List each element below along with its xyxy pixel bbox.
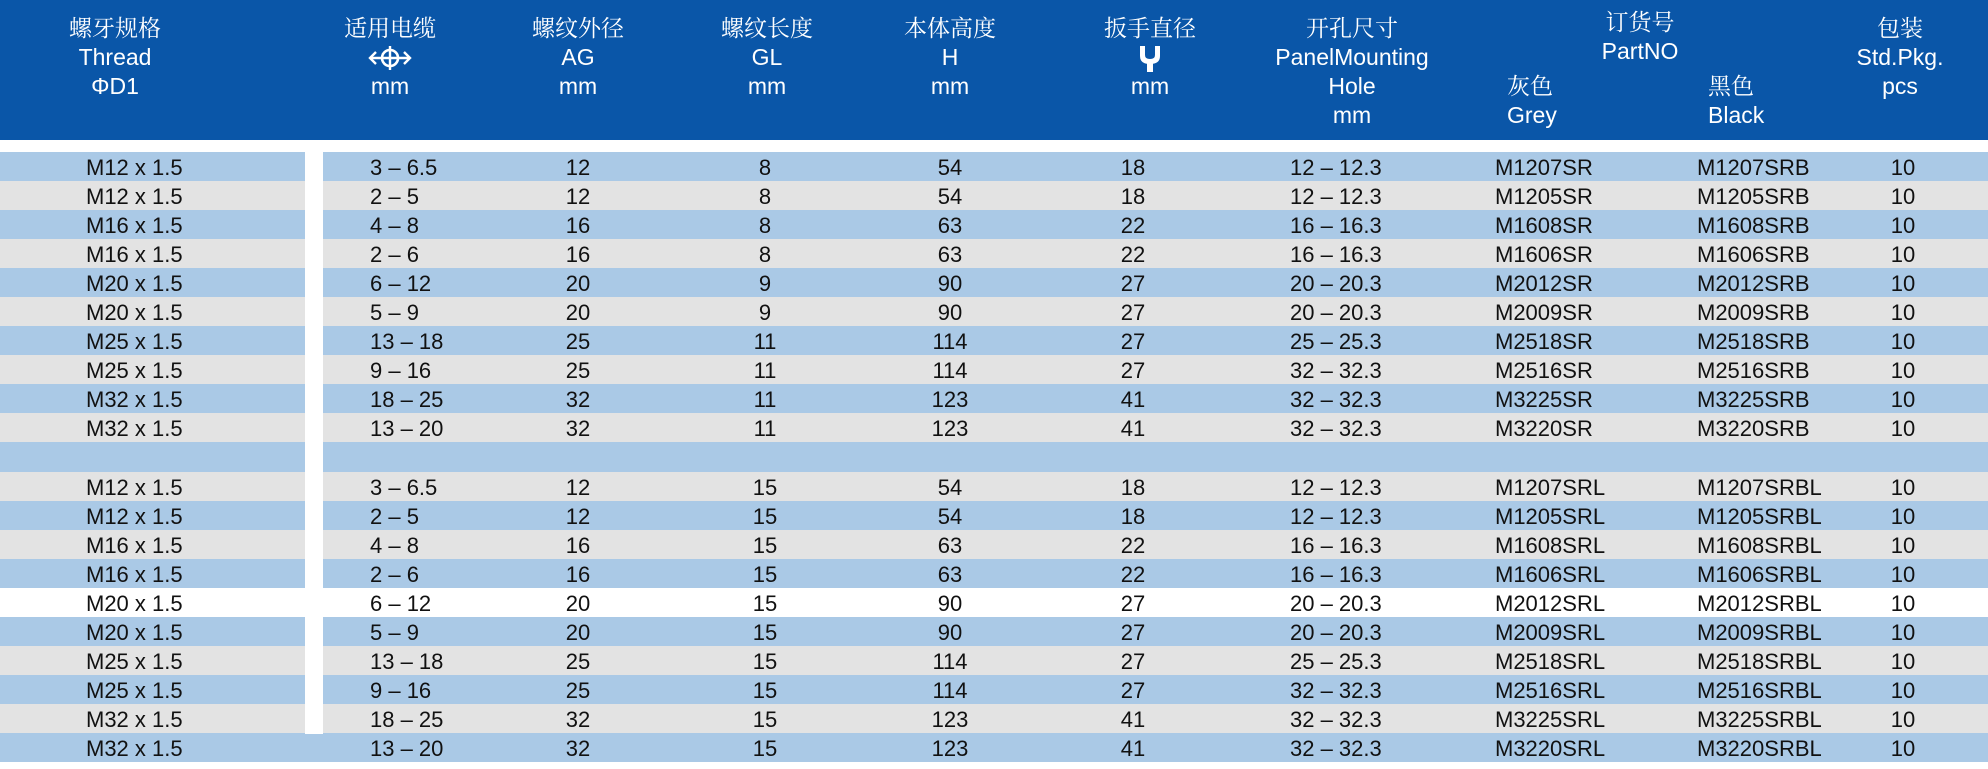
cell-black: M2516SRB <box>1697 358 1810 384</box>
header-gap <box>0 140 1988 150</box>
cell-cable: 9 – 16 <box>370 358 432 384</box>
header-pkg-en: Std.Pkg. <box>1856 44 1944 70</box>
cell-sw: 27 <box>1120 329 1146 355</box>
cell-hole: 25 – 25.3 <box>1290 329 1382 355</box>
cell-ag: 25 <box>565 677 591 703</box>
header-partno <box>1580 8 1700 66</box>
cell-ag: 20 <box>565 300 591 326</box>
cell-grey: M1608SRL <box>1495 532 1606 558</box>
cell-grey: M1608SR <box>1495 213 1593 239</box>
cell-black: M2518SRB <box>1697 329 1810 355</box>
cell-ag: 16 <box>565 242 591 268</box>
cell-cable: 3 – 6.5 <box>370 474 438 500</box>
cell-thread: M32 x 1.5 <box>86 706 183 732</box>
cell-sw: 22 <box>1120 213 1146 239</box>
cell-cable: 2 – 5 <box>370 184 419 210</box>
header-thread <box>60 14 170 101</box>
cell-gl: 15 <box>752 735 778 761</box>
cell-pcs: 10 <box>1890 416 1916 442</box>
cell-hole: 12 – 12.3 <box>1290 184 1382 210</box>
table-row <box>0 501 1988 530</box>
cell-black: M1207SRBL <box>1697 474 1822 500</box>
table-row <box>0 210 1988 239</box>
cell-black: M3220SRB <box>1697 416 1810 442</box>
header-pkg-unit: pcs <box>1882 73 1918 99</box>
header-ag <box>516 14 640 101</box>
cell-ag: 16 <box>565 213 591 239</box>
cell-grey: M3220SRL <box>1495 735 1606 761</box>
cell-cable: 2 – 6 <box>370 561 419 587</box>
cell-black: M3220SRBL <box>1697 735 1822 761</box>
header-thread-symbol: ΦD1 <box>91 73 139 99</box>
header-gl-unit: mm <box>747 73 787 99</box>
cell-ag: 16 <box>565 532 591 558</box>
cell-cable: 4 – 8 <box>370 532 419 558</box>
cell-h: 63 <box>937 213 963 239</box>
cell-h: 90 <box>937 619 963 645</box>
cell-gl: 15 <box>752 561 778 587</box>
cell-pcs: 10 <box>1890 155 1916 180</box>
cell-grey: M2009SRL <box>1495 619 1606 645</box>
table-row <box>0 559 1988 588</box>
cell-gl: 8 <box>758 155 772 180</box>
cell-black: M2012SRBL <box>1697 590 1822 616</box>
cell-pcs: 10 <box>1890 329 1916 355</box>
cell-h: 54 <box>937 155 963 180</box>
cell-pcs: 10 <box>1890 590 1916 616</box>
header-grey-cn: 灰色 <box>1507 73 1553 99</box>
wrench-icon <box>1135 44 1165 72</box>
header-partno-cn: 订货号 <box>1605 9 1675 35</box>
cell-cable: 5 – 9 <box>370 619 419 645</box>
cell-hole: 20 – 20.3 <box>1290 300 1382 326</box>
cell-hole: 16 – 16.3 <box>1290 242 1382 268</box>
cell-black: M1205SRBL <box>1697 503 1822 529</box>
table-row <box>0 733 1988 762</box>
cell-h: 90 <box>937 300 963 326</box>
cell-hole: 20 – 20.3 <box>1290 590 1382 616</box>
header-thread-cn: 螺牙规格 <box>69 15 161 41</box>
cell-pcs: 10 <box>1890 474 1916 500</box>
header-cable-unit: mm <box>370 73 410 99</box>
cell-grey: M2012SRL <box>1495 590 1606 616</box>
header-wrench-unit: mm <box>1130 73 1170 99</box>
cell-gl: 9 <box>758 271 772 297</box>
header-hole-unit: mm <box>1332 102 1372 128</box>
header-black-cn: 黑色 <box>1708 73 1754 99</box>
cell-ag: 25 <box>565 358 591 384</box>
cell-pcs: 10 <box>1890 271 1916 297</box>
cell-sw: 41 <box>1120 735 1146 761</box>
cell-thread: M25 x 1.5 <box>86 648 183 674</box>
cell-sw: 27 <box>1120 677 1146 703</box>
cell-sw: 41 <box>1120 706 1146 732</box>
cell-h: 123 <box>931 735 969 761</box>
cell-grey: M3225SRL <box>1495 706 1606 732</box>
cell-cable: 18 – 25 <box>370 387 444 413</box>
cell-thread: M16 x 1.5 <box>86 213 183 239</box>
table-row <box>0 152 1988 181</box>
header-hole-en2: Hole <box>1328 73 1376 99</box>
cell-thread: M20 x 1.5 <box>86 619 183 645</box>
table-row <box>0 384 1988 413</box>
cell-pcs: 10 <box>1890 184 1916 210</box>
cell-hole: 32 – 32.3 <box>1290 706 1382 732</box>
cell-thread: M25 x 1.5 <box>86 358 183 384</box>
cell-sw: 18 <box>1120 474 1146 500</box>
cell-hole: 32 – 32.3 <box>1290 735 1382 761</box>
cell-h: 123 <box>931 387 969 413</box>
cell-pcs: 10 <box>1890 561 1916 587</box>
header-h-cn: 本体高度 <box>904 15 996 41</box>
header-hole-cn: 开孔尺寸 <box>1306 15 1398 41</box>
cell-grey: M2516SRL <box>1495 677 1606 703</box>
cell-thread: M20 x 1.5 <box>86 590 183 616</box>
cell-gl: 15 <box>752 677 778 703</box>
cell-black: M1608SRB <box>1697 213 1810 239</box>
cell-h: 114 <box>932 358 968 384</box>
cell-hole: 16 – 16.3 <box>1290 532 1382 558</box>
cell-thread: M16 x 1.5 <box>86 532 183 558</box>
cell-hole: 12 – 12.3 <box>1290 474 1382 500</box>
header-grey-en: Grey <box>1507 102 1557 128</box>
cell-gl: 11 <box>753 358 777 384</box>
cell-h: 123 <box>931 706 969 732</box>
cell-sw: 22 <box>1120 242 1146 268</box>
cell-hole: 32 – 32.3 <box>1290 416 1382 442</box>
cell-sw: 27 <box>1120 271 1146 297</box>
table-row <box>0 326 1988 355</box>
cell-sw: 18 <box>1120 155 1146 180</box>
cell-black: M2009SRB <box>1697 300 1810 326</box>
cell-ag: 20 <box>565 271 591 297</box>
cell-pcs: 10 <box>1890 532 1916 558</box>
header-ag-unit: mm <box>558 73 598 99</box>
header-hole <box>1262 14 1442 130</box>
cell-h: 54 <box>937 184 963 210</box>
cell-grey: M2012SR <box>1495 271 1593 297</box>
cell-black: M1207SRB <box>1697 155 1810 180</box>
cell-pcs: 10 <box>1890 358 1916 384</box>
cell-h: 114 <box>932 648 968 674</box>
cell-grey: M1606SRL <box>1495 561 1606 587</box>
cell-ag: 20 <box>565 619 591 645</box>
cell-grey: M1205SR <box>1495 184 1593 210</box>
header-ag-cn: 螺纹外径 <box>532 15 624 41</box>
cell-cable: 6 – 12 <box>370 271 432 297</box>
cell-grey: M1207SR <box>1495 155 1593 180</box>
table-row <box>0 646 1988 675</box>
cell-ag: 32 <box>565 706 591 732</box>
cell-cable: 3 – 6.5 <box>370 155 438 180</box>
cell-thread: M32 x 1.5 <box>86 387 183 413</box>
header-h <box>888 14 1012 101</box>
cell-sw: 27 <box>1120 619 1146 645</box>
cell-hole: 32 – 32.3 <box>1290 358 1382 384</box>
cell-hole: 32 – 32.3 <box>1290 387 1382 413</box>
cell-gl: 8 <box>758 213 772 239</box>
table-row <box>0 239 1988 268</box>
cell-thread: M20 x 1.5 <box>86 300 183 326</box>
cell-cable: 13 – 20 <box>370 735 444 761</box>
cell-h: 63 <box>937 242 963 268</box>
header-grey <box>1507 72 1557 130</box>
cell-ag: 25 <box>565 648 591 674</box>
cell-gl: 8 <box>758 184 772 210</box>
cable-range-icon <box>368 44 412 72</box>
cell-thread: M25 x 1.5 <box>86 329 183 355</box>
cell-ag: 12 <box>565 184 591 210</box>
cell-black: M1606SRBL <box>1697 561 1822 587</box>
cell-hole: 20 – 20.3 <box>1290 271 1382 297</box>
cell-cable: 9 – 16 <box>370 677 432 703</box>
cell-thread: M16 x 1.5 <box>86 561 183 587</box>
cell-pcs: 10 <box>1890 677 1916 703</box>
cell-sw: 18 <box>1120 184 1146 210</box>
table-row <box>0 297 1988 326</box>
table-row <box>0 181 1988 210</box>
cell-ag: 32 <box>565 387 591 413</box>
cell-h: 63 <box>937 532 963 558</box>
table-row <box>0 413 1988 442</box>
cell-sw: 27 <box>1120 590 1146 616</box>
cell-thread: M12 x 1.5 <box>86 503 183 529</box>
cell-h: 54 <box>937 503 963 529</box>
table-row <box>0 530 1988 559</box>
header-wrench <box>1090 14 1210 101</box>
cell-thread: M12 x 1.5 <box>86 155 183 180</box>
cell-sw: 27 <box>1120 358 1146 384</box>
cell-hole: 20 – 20.3 <box>1290 619 1382 645</box>
cell-pcs: 10 <box>1890 213 1916 239</box>
table-body <box>0 152 1988 762</box>
header-pkg-cn: 包装 <box>1877 15 1923 41</box>
cell-h: 123 <box>931 416 969 442</box>
header-h-en: H <box>941 44 959 70</box>
cell-black: M2518SRBL <box>1697 648 1822 674</box>
cell-cable: 4 – 8 <box>370 213 419 239</box>
header-h-unit: mm <box>930 73 970 99</box>
cell-sw: 41 <box>1120 387 1146 413</box>
header-gl-en: GL <box>751 44 783 70</box>
cell-thread: M12 x 1.5 <box>86 474 183 500</box>
cell-thread: M32 x 1.5 <box>86 735 183 761</box>
header-ag-en: AG <box>561 44 595 70</box>
table-row <box>0 617 1988 646</box>
cell-grey: M3220SR <box>1495 416 1593 442</box>
cell-ag: 12 <box>565 474 591 500</box>
table-row <box>0 675 1988 704</box>
cell-cable: 2 – 6 <box>370 242 419 268</box>
cell-h: 114 <box>932 329 968 355</box>
table-row <box>0 355 1988 384</box>
cell-black: M3225SRBL <box>1697 706 1822 732</box>
cell-hole: 16 – 16.3 <box>1290 561 1382 587</box>
cell-pcs: 10 <box>1890 387 1916 413</box>
cell-h: 114 <box>932 677 968 703</box>
column-divider <box>305 152 323 734</box>
cell-ag: 16 <box>565 561 591 587</box>
cell-sw: 27 <box>1120 300 1146 326</box>
cell-grey: M2518SR <box>1495 329 1593 355</box>
cell-gl: 11 <box>753 416 777 442</box>
cell-h: 90 <box>937 271 963 297</box>
header-cable <box>330 14 450 101</box>
cell-cable: 13 – 18 <box>370 329 444 355</box>
header-pkg <box>1842 14 1958 101</box>
cell-thread: M16 x 1.5 <box>86 242 183 268</box>
cell-pcs: 10 <box>1890 242 1916 268</box>
cell-grey: M2009SR <box>1495 300 1593 326</box>
cell-pcs: 10 <box>1890 503 1916 529</box>
cell-gl: 15 <box>752 532 778 558</box>
cell-sw: 41 <box>1120 416 1146 442</box>
table-row <box>0 472 1988 501</box>
cell-black: M2009SRBL <box>1697 619 1822 645</box>
cell-gl: 8 <box>758 242 772 268</box>
cell-gl: 15 <box>752 590 778 616</box>
cell-ag: 12 <box>565 155 591 180</box>
table-row <box>0 704 1988 733</box>
cell-sw: 18 <box>1120 503 1146 529</box>
table-header <box>0 0 1988 140</box>
cell-grey: M1606SR <box>1495 242 1593 268</box>
cell-grey: M2518SRL <box>1495 648 1606 674</box>
cell-cable: 2 – 5 <box>370 503 419 529</box>
cell-pcs: 10 <box>1890 619 1916 645</box>
cell-sw: 22 <box>1120 532 1146 558</box>
cell-cable: 13 – 20 <box>370 416 444 442</box>
cell-ag: 32 <box>565 735 591 761</box>
cell-ag: 12 <box>565 503 591 529</box>
cell-thread: M32 x 1.5 <box>86 416 183 442</box>
cell-grey: M1207SRL <box>1495 474 1606 500</box>
cell-black: M3225SRB <box>1697 387 1810 413</box>
cell-cable: 6 – 12 <box>370 590 432 616</box>
cell-cable: 5 – 9 <box>370 300 419 326</box>
cell-thread: M20 x 1.5 <box>86 271 183 297</box>
cell-pcs: 10 <box>1890 300 1916 326</box>
cell-gl: 15 <box>752 706 778 732</box>
cell-black: M1606SRB <box>1697 242 1810 268</box>
header-gl-cn: 螺纹长度 <box>721 15 813 41</box>
header-hole-en: PanelMounting <box>1275 44 1429 70</box>
cell-gl: 15 <box>752 619 778 645</box>
cell-sw: 22 <box>1120 561 1146 587</box>
cell-black: M1205SRB <box>1697 184 1810 210</box>
cell-gl: 11 <box>753 387 777 413</box>
cell-hole: 32 – 32.3 <box>1290 677 1382 703</box>
cell-hole: 12 – 12.3 <box>1290 155 1382 180</box>
cell-black: M1608SRBL <box>1697 532 1822 558</box>
header-black <box>1708 72 1764 130</box>
cell-gl: 11 <box>753 329 777 355</box>
header-partno-en: PartNO <box>1601 38 1679 64</box>
cell-pcs: 10 <box>1890 706 1916 732</box>
cell-h: 54 <box>937 474 963 500</box>
table-row <box>0 588 1988 617</box>
header-black-en: Black <box>1708 102 1765 128</box>
cell-hole: 12 – 12.3 <box>1290 503 1382 529</box>
cell-h: 63 <box>937 561 963 587</box>
cell-gl: 9 <box>758 300 772 326</box>
cell-sw: 27 <box>1120 648 1146 674</box>
cell-gl: 15 <box>752 503 778 529</box>
cell-black: M2516SRBL <box>1697 677 1822 703</box>
cell-cable: 13 – 18 <box>370 648 444 674</box>
cell-grey: M3225SR <box>1495 387 1593 413</box>
table-row <box>0 268 1988 297</box>
cell-pcs: 10 <box>1890 735 1916 761</box>
cell-gl: 15 <box>752 474 778 500</box>
header-gl <box>705 14 829 101</box>
header-wrench-cn: 扳手直径 <box>1104 15 1196 41</box>
cell-ag: 25 <box>565 329 591 355</box>
cell-hole: 16 – 16.3 <box>1290 213 1382 239</box>
spacer-row <box>0 442 1988 471</box>
cell-thread: M25 x 1.5 <box>86 677 183 703</box>
cell-grey: M1205SRL <box>1495 503 1606 529</box>
header-thread-en: Thread <box>78 44 152 70</box>
cell-black: M2012SRB <box>1697 271 1810 297</box>
cell-thread: M12 x 1.5 <box>86 184 183 210</box>
cell-ag: 32 <box>565 416 591 442</box>
header-cable-cn: 适用电缆 <box>344 15 436 41</box>
cell-cable: 18 – 25 <box>370 706 444 732</box>
cell-hole: 25 – 25.3 <box>1290 648 1382 674</box>
cell-h: 90 <box>937 590 963 616</box>
cell-ag: 20 <box>565 590 591 616</box>
cell-gl: 15 <box>752 648 778 674</box>
cell-pcs: 10 <box>1890 648 1916 674</box>
cell-grey: M2516SR <box>1495 358 1593 384</box>
